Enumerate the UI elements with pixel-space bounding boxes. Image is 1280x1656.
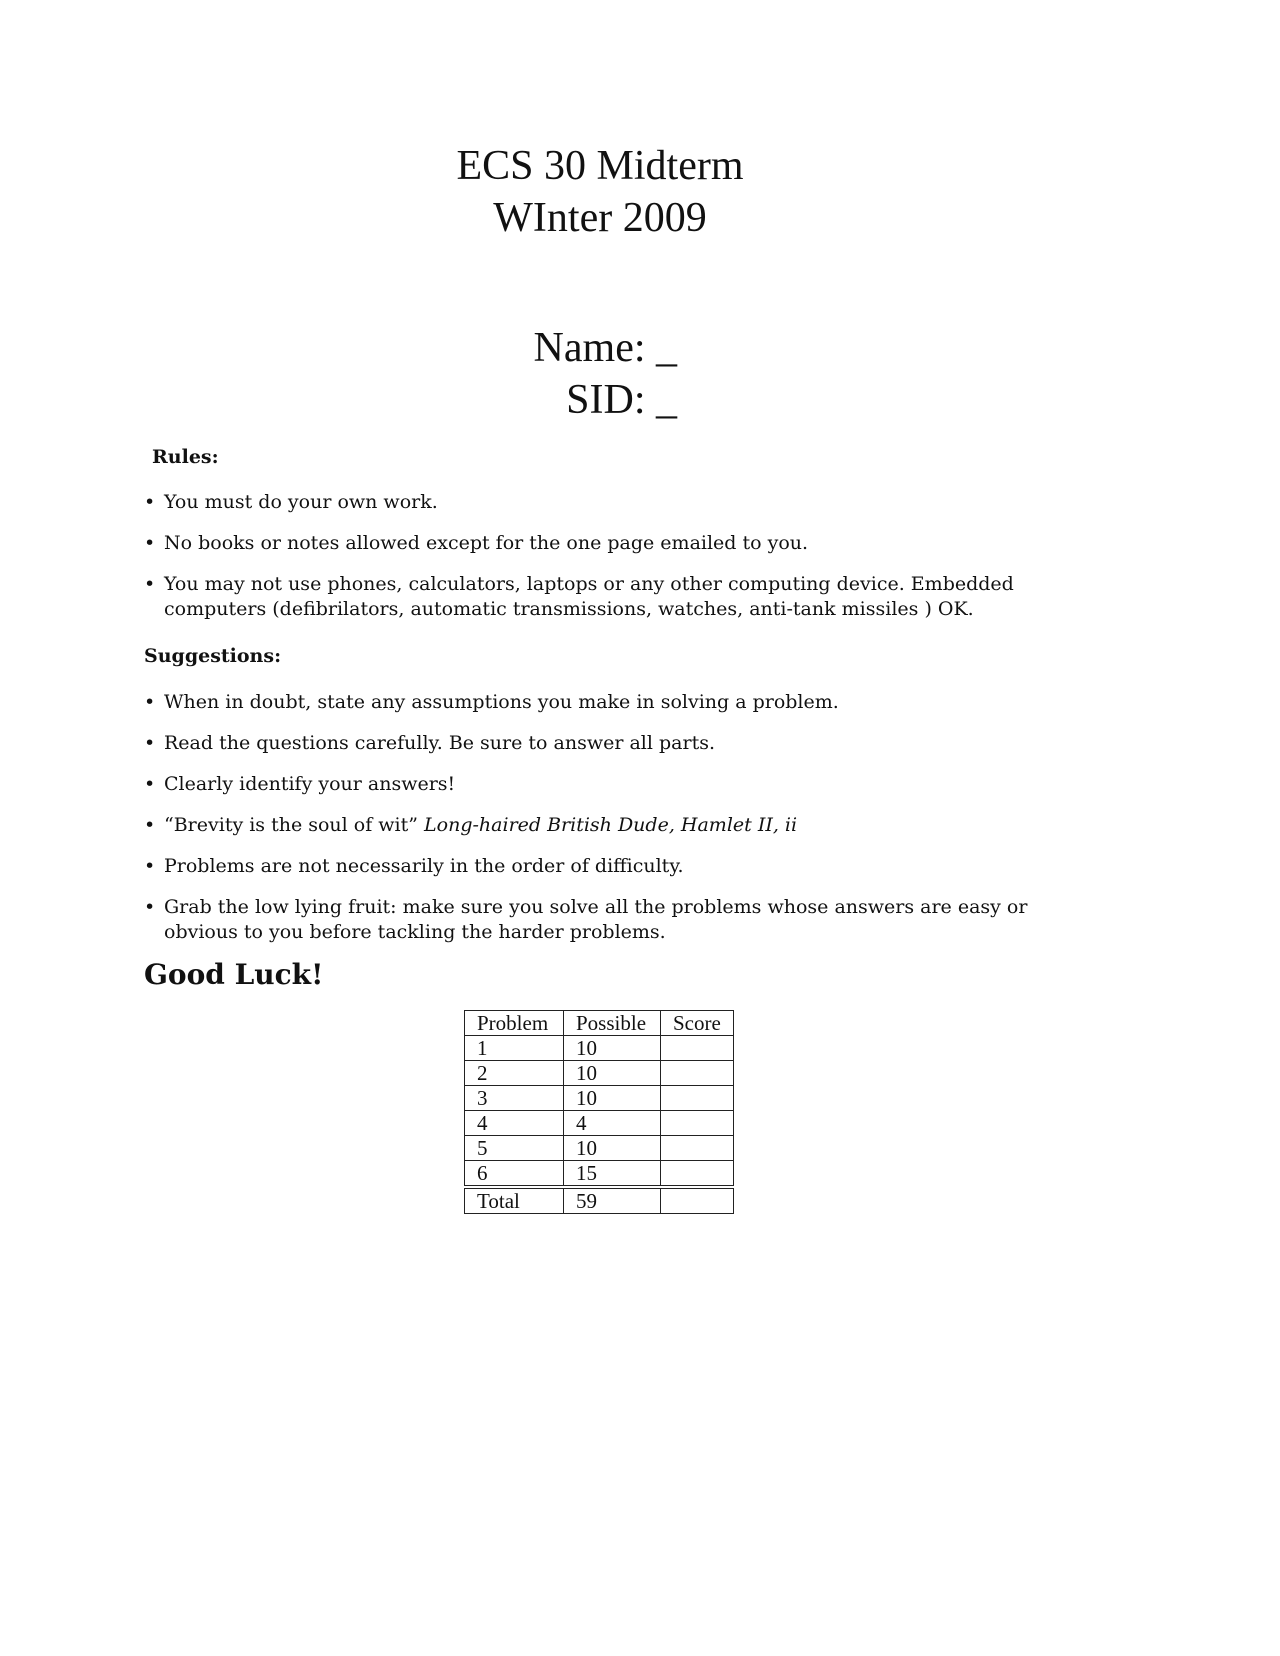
rules-list xyxy=(144,490,1104,638)
suggestions-heading: Suggestions: xyxy=(144,645,282,667)
suggestion-item: • Problems are not necessarily in the order of difficulty. xyxy=(144,854,1104,879)
table-row xyxy=(465,1136,734,1161)
cell-possible: 4 xyxy=(564,1111,661,1136)
student-identity xyxy=(400,322,677,426)
cell-problem: 1 xyxy=(465,1036,564,1061)
cell-score xyxy=(661,1036,734,1061)
table-row xyxy=(465,1086,734,1111)
rule-item: • No books or notes allowed except for the one page emailed to you. xyxy=(144,531,1104,556)
name-line xyxy=(400,322,677,374)
cell-possible: 10 xyxy=(564,1036,661,1061)
cell-score xyxy=(661,1111,734,1136)
suggestion-item: • When in doubt, state any assumptions you make in solving a problem. xyxy=(144,690,1104,715)
exam-title xyxy=(0,140,1200,244)
cell-possible: 10 xyxy=(564,1061,661,1086)
name-blank: _ xyxy=(656,325,677,371)
quote-text: “Brevity is the soul of wit” xyxy=(164,814,418,836)
cell-problem: 4 xyxy=(465,1111,564,1136)
header-problem: Problem xyxy=(465,1011,564,1036)
table-row xyxy=(465,1161,734,1186)
cell-total-score xyxy=(661,1189,734,1214)
cell-score xyxy=(661,1086,734,1111)
suggestion-item: • Grab the low lying fruit: make sure you solve all the problems whose answers are easy or obvious to you before tackling the harder problems. xyxy=(144,895,1104,945)
score-table xyxy=(464,1010,734,1214)
sid-blank: _ xyxy=(656,377,677,423)
cell-score xyxy=(661,1161,734,1186)
suggestion-item-quote xyxy=(144,813,1104,838)
quote-attribution: Long-haired British Dude, Hamlet II, ii xyxy=(424,814,798,836)
rules-heading: Rules: xyxy=(152,446,219,468)
name-label: Name: xyxy=(533,325,646,371)
rule-item: • You must do your own work. xyxy=(144,490,1104,515)
cell-total-possible: 59 xyxy=(564,1189,661,1214)
cell-problem: 2 xyxy=(465,1061,564,1086)
header-score: Score xyxy=(661,1011,734,1036)
cell-possible: 10 xyxy=(564,1086,661,1111)
suggestions-list xyxy=(144,690,1104,961)
title-course: ECS 30 Midterm xyxy=(456,143,744,189)
sid-line xyxy=(400,374,677,426)
sid-label: SID: xyxy=(566,377,646,423)
cell-problem: 5 xyxy=(465,1136,564,1161)
cell-possible: 10 xyxy=(564,1136,661,1161)
cell-problem: 3 xyxy=(465,1086,564,1111)
suggestion-item: • Read the questions carefully. Be sure to answer all parts. xyxy=(144,731,1104,756)
table-row xyxy=(465,1036,734,1061)
header-possible: Possible xyxy=(564,1011,661,1036)
rule-item: • You may not use phones, calculators, laptops or any other computing device. Embedded computers (defibrilators, automatic transmissions, watches, anti-tank missiles ) OK. xyxy=(144,572,1104,622)
table-row xyxy=(465,1111,734,1136)
title-term: WInter 2009 xyxy=(493,195,707,241)
good-luck-heading: Good Luck! xyxy=(144,958,324,991)
cell-possible: 15 xyxy=(564,1161,661,1186)
cell-problem: 6 xyxy=(465,1161,564,1186)
suggestion-item: • Clearly identify your answers! xyxy=(144,772,1104,797)
score-table-header xyxy=(465,1011,734,1036)
table-total-row xyxy=(465,1189,734,1214)
cell-total-label: Total xyxy=(465,1189,564,1214)
table-row xyxy=(465,1061,734,1086)
cell-score xyxy=(661,1136,734,1161)
cell-score xyxy=(661,1061,734,1086)
